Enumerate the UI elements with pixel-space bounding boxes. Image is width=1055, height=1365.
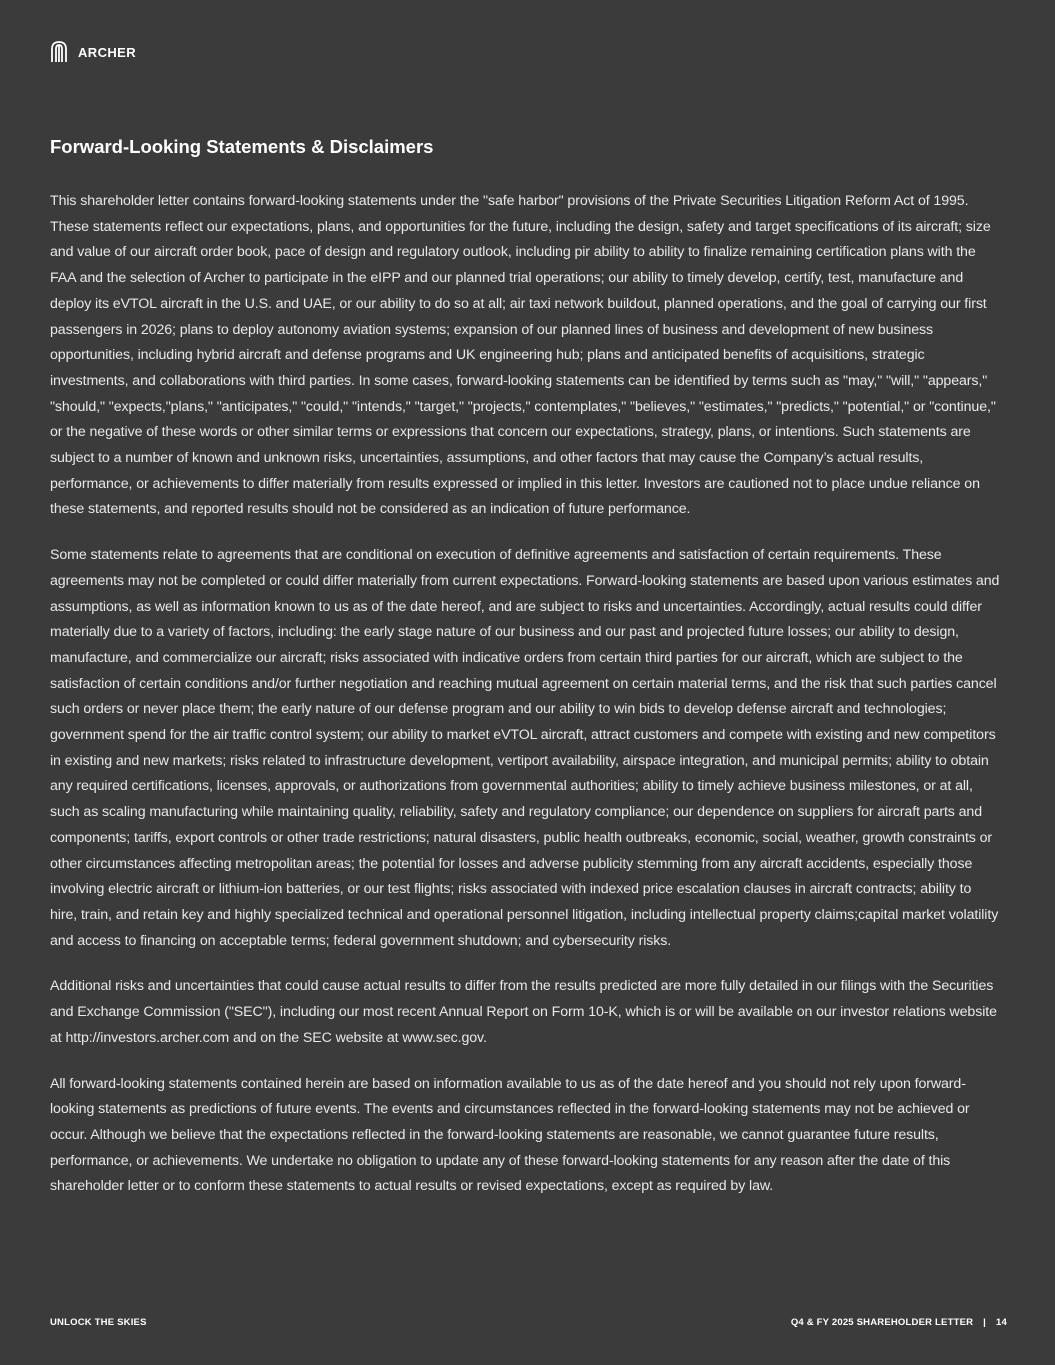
page-title: Forward-Looking Statements & Disclaimers	[50, 136, 434, 157]
paragraph-safe-harbor: This shareholder letter contains forward-looking statements under the "safe harbor" provisions of the Private Securities Litigation Reform Act of 1995. These statements reflect our expectations, plans, and opportunities for the future, including the design, safety and target specifications of its aircraft; size and value of our aircraft order book, pace of design and regulatory outlook, including pir ability to ability to finalize remaining certification plans with the FAA and the selection of Archer to participate in the eIPP and our planned trial operations; our ability to timely develop, certify, test, manufacture and deploy its eVTOL aircraft in the U.S. and UAE, or our ability to do so at all; air taxi network buildout, planned operations, and the goal of carrying our first passengers in 2026; plans to deploy autonomy aviation systems; expansion of our planned lines of business and development of new business opportunities, including hybrid aircraft and defense programs and UK engineering hub; plans and anticipated benefits of acquisitions, strategic investments, and collaborations with third parties. In some cases, forward-looking statements can be identified by terms such as "may," "will," "appears," "should," "expects,"plans," "anticipates," "could," "intends," "target," "projects," contemplates," "believes," "estimates," "predicts," "potential," or "continue," or the negative of these words or other similar terms or expressions that concern our expectations, strategy, plans, or intentions. Such statements are subject to a number of known and unknown risks, uncertainties, assumptions, and other factors that may cause the Company’s actual results, performance, or achievements to differ materially from results expressed or implied in this letter. Investors are cautioned not to place undue reliance on these statements, and reported results should not be considered as an indication of future performance.	[50, 193, 996, 518]
brand-logo	[50, 40, 136, 64]
disclaimer-section	[50, 132, 1000, 1220]
footer-separator: |	[983, 1317, 987, 1328]
archer-logo-icon	[50, 40, 68, 64]
footer-tagline: UNLOCK THE SKIES	[50, 1317, 147, 1328]
paragraph-no-obligation: All forward-looking statements contained herein are based on information available to us as of the date hereof and you should not rely upon forward-looking statements as predictions of future events. The events and circumstances reflected in the forward-looking statements may not be achieved or occur. Although we believe that the expectations reflected in the forward-looking statements are reasonable, we cannot guarantee future results, performance, or achievements. We undertake no obligation to update any of these forward-looking statements for any reason after the date of this shareholder letter or to conform these statements to actual results or revised expectations, except as required by law.	[50, 1075, 970, 1195]
footer-document-title: Q4 & FY 2025 SHAREHOLDER LETTER	[790, 1317, 974, 1328]
footer-document-info	[791, 1317, 1007, 1328]
paragraph-risk-factors: Some statements relate to agreements that are conditional on execution of definitive agreements and satisfaction of certain requirements. These agreements may not be completed or could differ materially from current expectations. Forward-looking statements are based upon various estimates and assumptions, as well as information known to us as of the date hereof, and are subject to risks and uncertainties. Accordingly, actual results could differ materially due to a variety of factors, including: the early stage nature of our business and our past and projected future losses; our ability to design, manufacture, and commercialize our aircraft; risks associated with indicative orders from certain third parties for our aircraft, which are subject to the satisfaction of certain conditions and/or further negotiation and reaching mutual agreement on certain material terms, and the risk that such parties cancel such orders or never place them; the early nature of our defense program and our ability to win bids to develop defense aircraft and technologies; government spend for the air traffic control system; our ability to market eVTOL aircraft, attract customers and compete with existing and new competitors in existing and new markets; risks related to infrastructure development, vertiport availability, airspace integration, and municipal permits; ability to obtain any required certifications, licenses, approvals, or authorizations from governmental authorities; ability to timely achieve business milestones, or at all, such as scaling manufacturing while maintaining quality, reliability, safety and regulatory compliance; our dependence on suppliers for aircraft parts and components; tariffs, export controls or other trade restrictions; natural disasters, public health outbreaks, economic, social, weather, growth constraints or other circumstances affecting metropolitan areas; the potential for losses and adverse publicity stemming from any aircraft accidents, especially those involving electric aircraft or lithium-ion batteries, or our test flights; risks associated with indexed price escalation clauses in aircraft contracts; ability to hire, train, and retain key and highly specialized technical and operational personnel litigation, including intellectual property claims;capital market volatility and access to financing on acceptable terms; federal government shutdown; and cybersecurity risks.	[50, 547, 1000, 949]
paragraph-sec-filings: Additional risks and uncertainties that could cause actual results to differ from the results predicted are more fully detailed in our filings with the Securities and Exchange Commission ("SEC"), including our most recent Annual Report on Form 10-K, which is or will be available on our investor relations website at http://investors.archer.com and on the SEC website at www.sec.gov.	[50, 978, 997, 1046]
page-number: 14	[996, 1317, 1007, 1328]
brand-name: ARCHER	[78, 44, 137, 60]
